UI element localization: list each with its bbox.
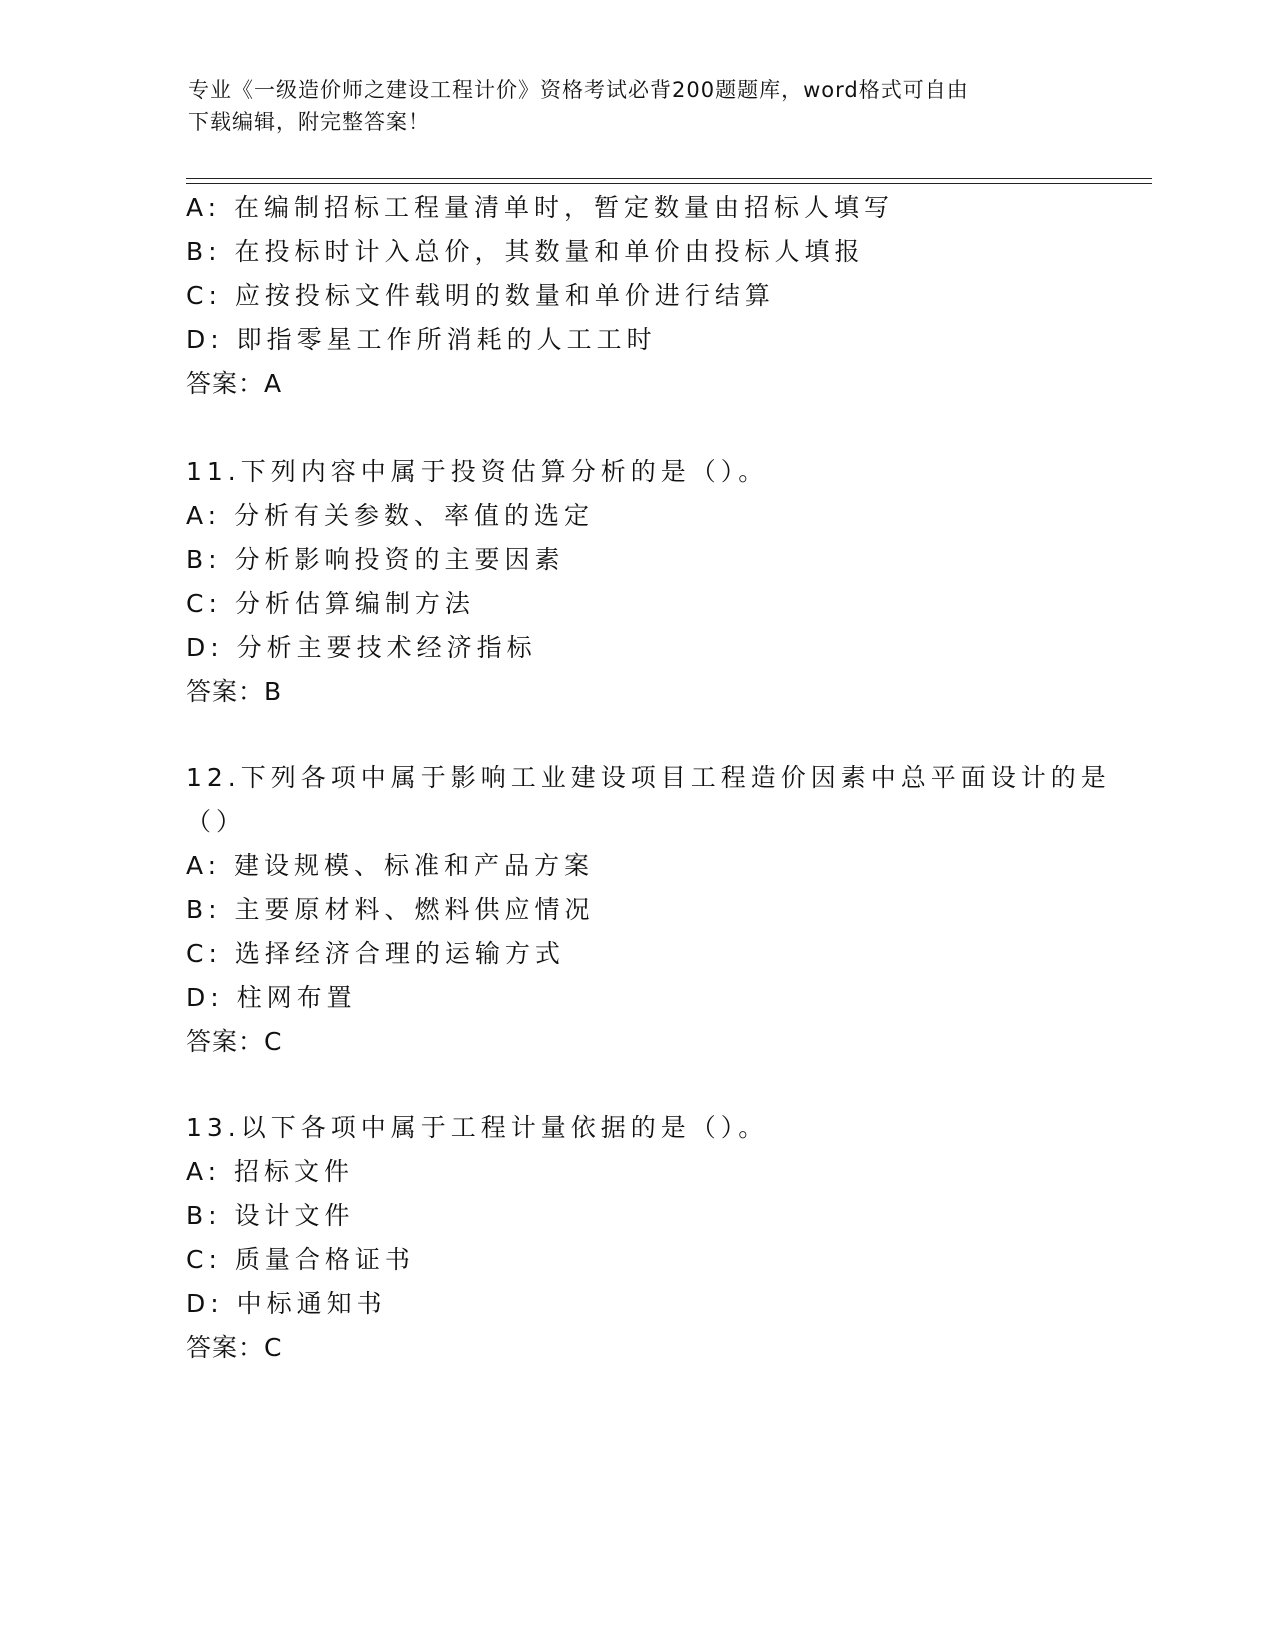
q13-option-c: C: 质量合格证书 (186, 1245, 415, 1274)
q11-option-b: B: 分析影响投资的主要因素 (186, 545, 565, 574)
q12-stem-line-1: 12.下列各项中属于影响工业建设项目工程造价因素中总平面设计的是 (186, 763, 1111, 792)
q13-answer: 答案：C (186, 1333, 283, 1362)
header-divider-top (186, 178, 1152, 179)
q11-answer: 答案：B (186, 677, 283, 706)
q13-stem: 13.以下各项中属于工程计量依据的是（）。 (186, 1113, 769, 1142)
q13-option-d: D: 中标通知书 (186, 1289, 387, 1318)
q10-option-b: B: 在投标时计入总价，其数量和单价由投标人填报 (186, 237, 865, 266)
q12-answer: 答案：C (186, 1027, 283, 1056)
q11-option-c: C: 分析估算编制方法 (186, 589, 475, 618)
header-line-1: 专业《一级造价师之建设工程计价》资格考试必背200题题库，word格式可自由 (188, 78, 969, 102)
q10-option-a: A: 在编制招标工程量清单时，暂定数量由招标人填写 (186, 193, 895, 222)
q12-option-c: C: 选择经济合理的运输方式 (186, 939, 565, 968)
document-header (188, 74, 1088, 138)
q11-stem: 11.下列内容中属于投资估算分析的是（）。 (186, 457, 769, 486)
q11-option-a: A: 分析有关参数、率值的选定 (186, 501, 595, 530)
q12-option-b: B: 主要原材料、燃料供应情况 (186, 895, 595, 924)
header-divider-bottom (186, 183, 1152, 184)
header-line-2: 下载编辑，附完整答案！ (188, 110, 430, 134)
q10-option-d: D: 即指零星工作所消耗的人工工时 (186, 325, 657, 354)
q13-option-a: A: 招标文件 (186, 1157, 355, 1186)
q13-option-b: B: 设计文件 (186, 1201, 355, 1230)
q12-option-d: D: 柱网布置 (186, 983, 357, 1012)
q11-option-d: D: 分析主要技术经济指标 (186, 633, 537, 662)
q10-answer: 答案：A (186, 369, 283, 398)
q12-option-a: A: 建设规模、标准和产品方案 (186, 851, 595, 880)
q12-stem-line-2: （） (186, 807, 247, 836)
q10-option-c: C: 应按投标文件载明的数量和单价进行结算 (186, 281, 775, 310)
